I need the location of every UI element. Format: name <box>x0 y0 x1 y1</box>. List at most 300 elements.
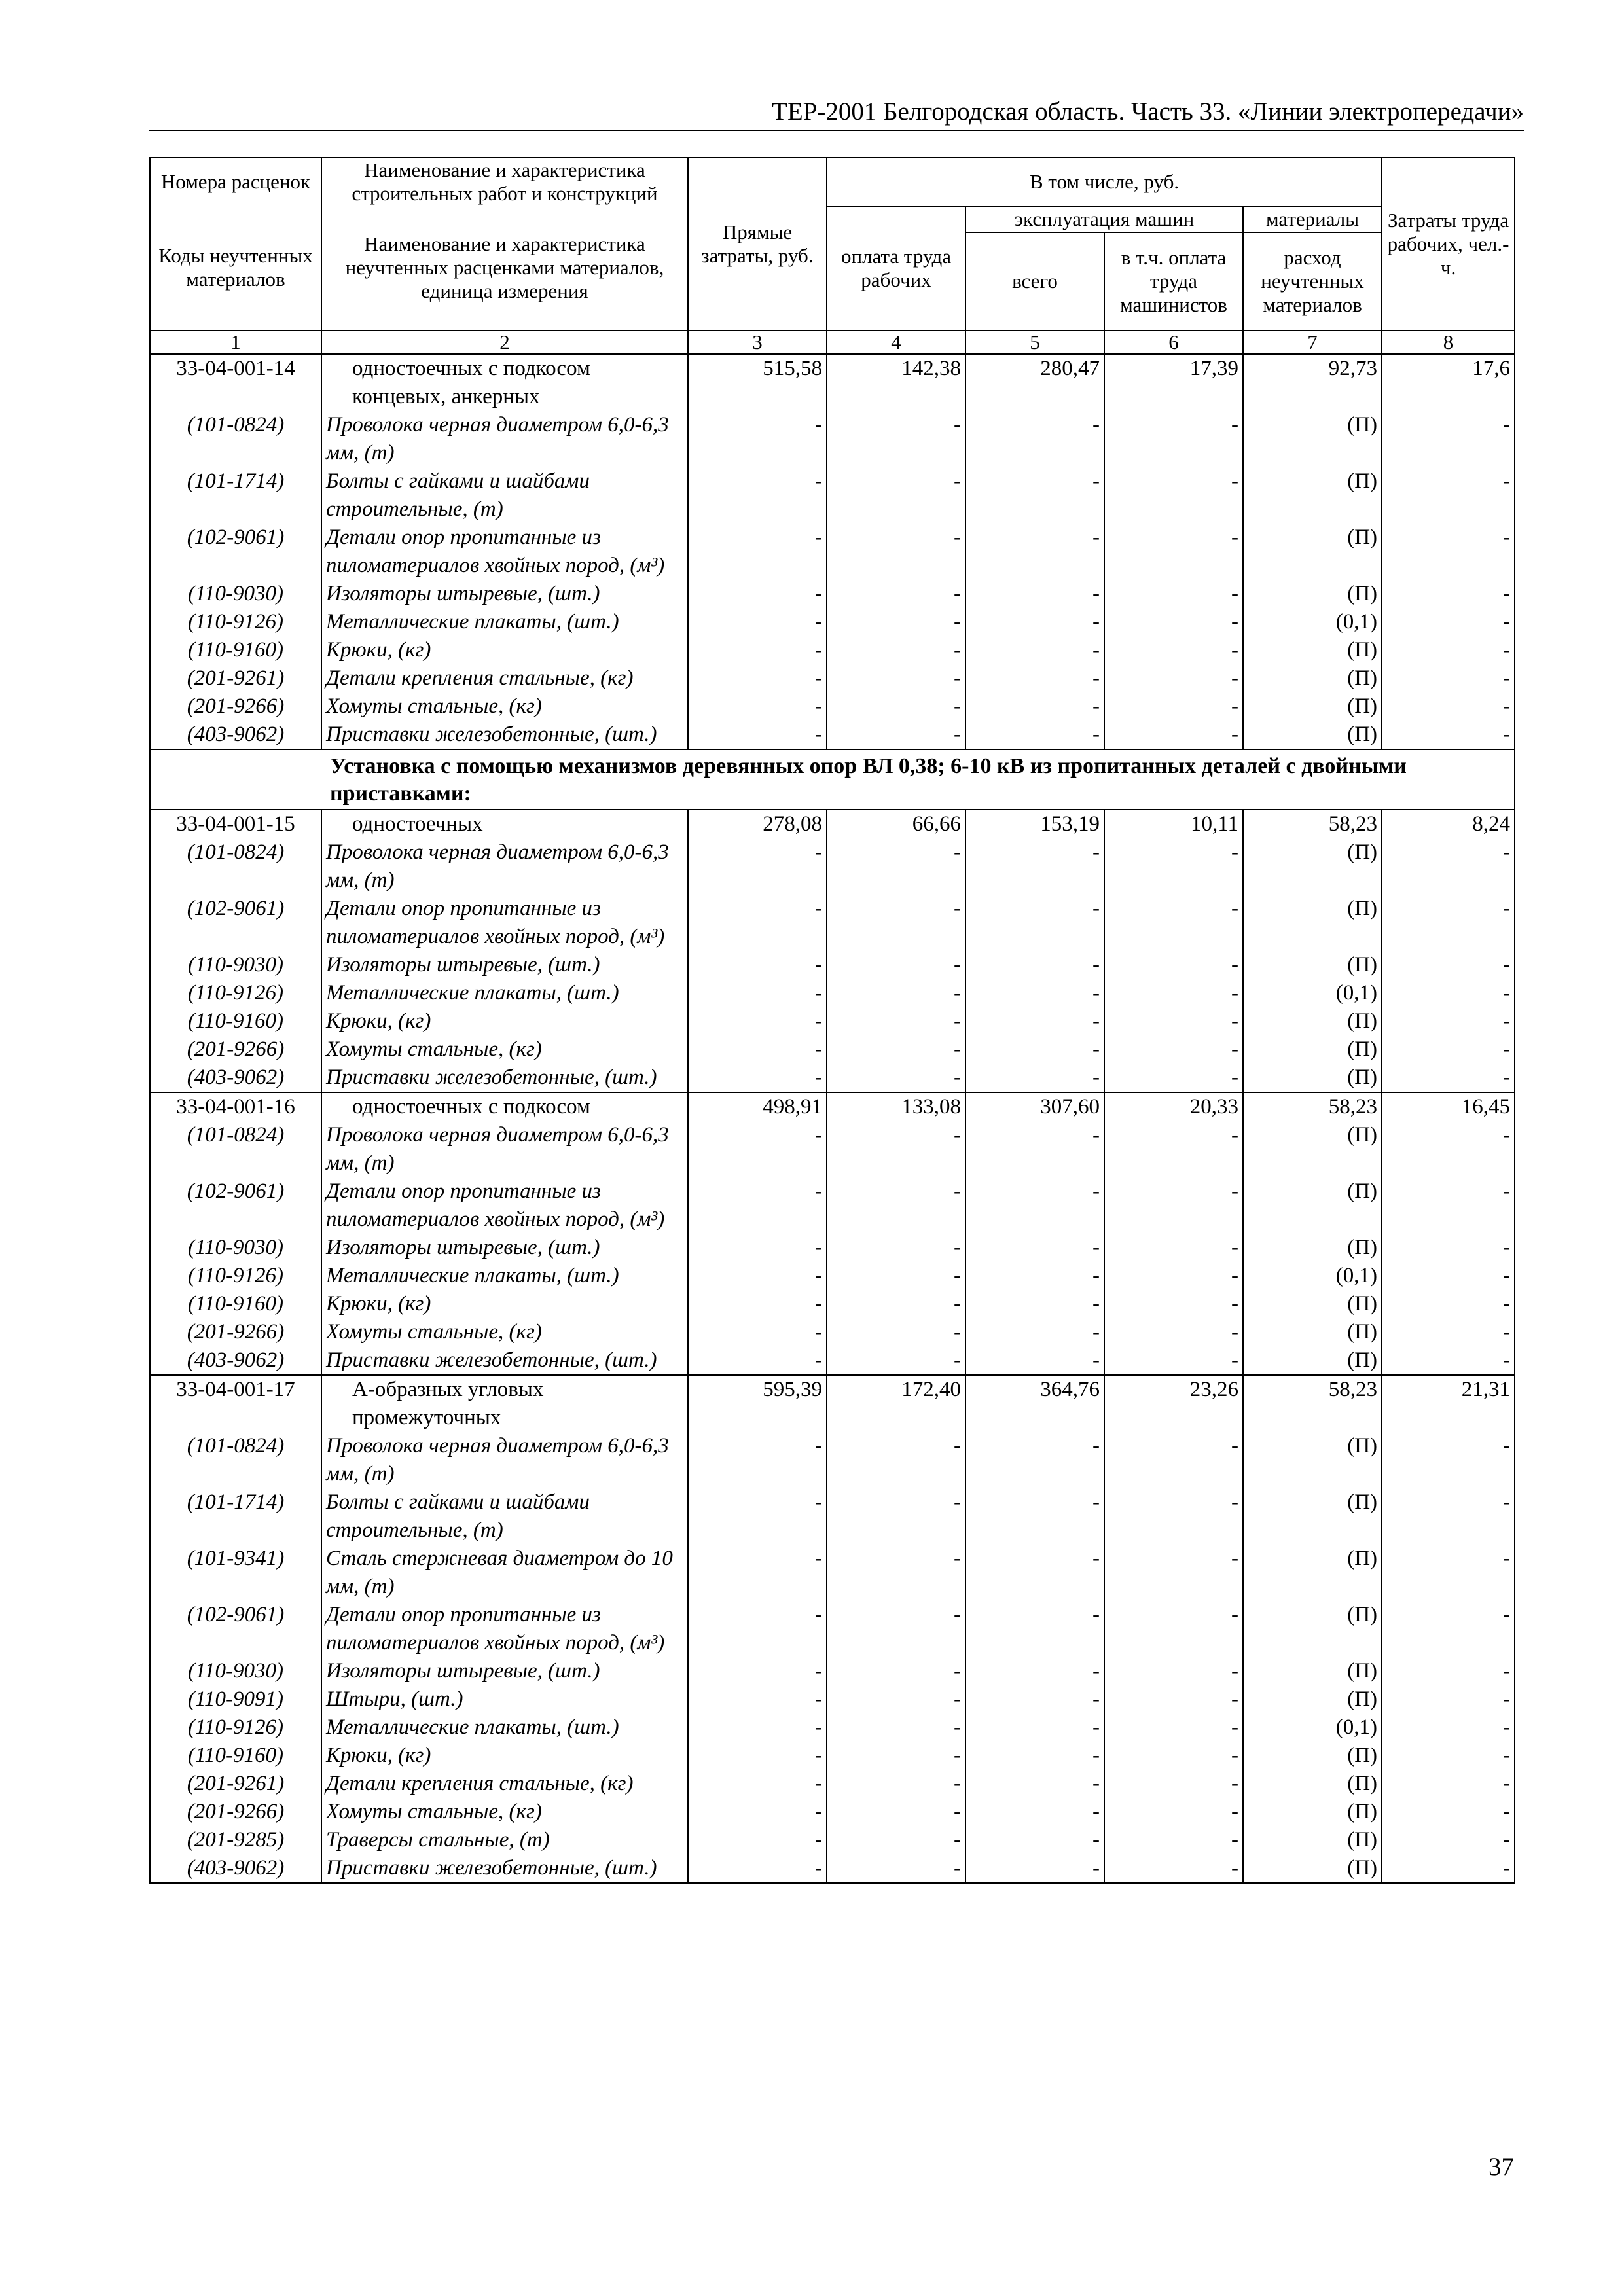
material-code: (403-9062) <box>150 721 321 749</box>
dash-cell: - <box>1382 636 1515 664</box>
dash-cell: - <box>1104 1007 1243 1035</box>
dash-cell: - <box>827 1798 965 1826</box>
dash-cell: - <box>1104 1290 1243 1318</box>
material-row <box>150 1177 1515 1234</box>
material-row <box>150 1742 1515 1770</box>
dash-cell: - <box>1104 692 1243 721</box>
dash-cell: - <box>965 895 1104 951</box>
material-name: Проволока черная диаметром 6,0-6,3 мм, (т) <box>321 1121 688 1177</box>
column-number: 5 <box>965 331 1104 354</box>
dash-cell: - <box>688 1432 827 1488</box>
materials-value: 58,23 <box>1243 1092 1382 1121</box>
dash-cell: - <box>1104 1713 1243 1742</box>
dash-cell: - <box>1382 951 1515 979</box>
material-row <box>150 1121 1515 1177</box>
dash-cell: - <box>688 1262 827 1290</box>
dash-cell: - <box>1382 1657 1515 1685</box>
dash-cell: - <box>1104 1826 1243 1854</box>
material-row <box>150 608 1515 636</box>
material-code: (201-9261) <box>150 1770 321 1798</box>
dash-cell: - <box>688 1318 827 1346</box>
dash-cell: - <box>688 1488 827 1545</box>
dash-cell: - <box>1382 721 1515 749</box>
dash-cell: - <box>688 979 827 1007</box>
header-unaccounted-materials: расход неучтенных материалов <box>1243 232 1382 331</box>
dash-cell: - <box>827 1826 965 1854</box>
material-quantity: (П) <box>1243 1177 1382 1234</box>
dash-cell: - <box>1382 1432 1515 1488</box>
dash-cell: - <box>827 1770 965 1798</box>
dash-cell: - <box>688 895 827 951</box>
labor-costs-value: 16,45 <box>1382 1092 1515 1121</box>
material-quantity: (П) <box>1243 1545 1382 1601</box>
page-header <box>149 96 1524 131</box>
dash-cell: - <box>1382 1798 1515 1826</box>
dash-cell: - <box>1382 1854 1515 1883</box>
material-name: Болты с гайками и шайбами строительные, (т) <box>321 1488 688 1545</box>
material-quantity: (0,1) <box>1243 608 1382 636</box>
material-code: (101-0824) <box>150 1432 321 1488</box>
dash-cell: - <box>827 1657 965 1685</box>
section-heading-row <box>150 749 1515 810</box>
material-row <box>150 1488 1515 1545</box>
material-code: (403-9062) <box>150 1064 321 1092</box>
material-row <box>150 838 1515 895</box>
document-title: ТЕР-2001 Белгородская область. Часть 33. «Линии электропередачи» <box>772 98 1524 126</box>
dash-cell: - <box>1104 951 1243 979</box>
dash-cell: - <box>688 524 827 580</box>
material-quantity: (П) <box>1243 838 1382 895</box>
dash-cell: - <box>1104 1035 1243 1064</box>
dash-cell: - <box>827 524 965 580</box>
material-code: (110-9160) <box>150 636 321 664</box>
dash-cell: - <box>688 1035 827 1064</box>
dash-cell: - <box>1382 608 1515 636</box>
dash-cell: - <box>965 1234 1104 1262</box>
dash-cell: - <box>688 1290 827 1318</box>
material-quantity: (П) <box>1243 1318 1382 1346</box>
dash-cell: - <box>1382 1290 1515 1318</box>
material-row <box>150 1798 1515 1826</box>
dash-cell: - <box>965 1007 1104 1035</box>
dash-cell: - <box>1104 895 1243 951</box>
material-code: (110-9126) <box>150 608 321 636</box>
material-code: (110-9126) <box>150 1262 321 1290</box>
material-code: (101-0824) <box>150 1121 321 1177</box>
material-code: (102-9061) <box>150 1601 321 1657</box>
dash-cell: - <box>965 1346 1104 1375</box>
dash-cell: - <box>965 1318 1104 1346</box>
dash-cell: - <box>965 1432 1104 1488</box>
dash-cell: - <box>965 1742 1104 1770</box>
column-number: 8 <box>1382 331 1515 354</box>
material-code: (110-9160) <box>150 1742 321 1770</box>
dash-cell: - <box>965 1290 1104 1318</box>
rate-row <box>150 810 1515 838</box>
material-quantity: (П) <box>1243 1346 1382 1375</box>
dash-cell: - <box>827 1601 965 1657</box>
dash-cell: - <box>1104 1346 1243 1375</box>
dash-cell: - <box>965 1854 1104 1883</box>
material-name: Траверсы стальные, (т) <box>321 1826 688 1854</box>
material-row <box>150 467 1515 524</box>
material-quantity: (П) <box>1243 580 1382 608</box>
material-row <box>150 1432 1515 1488</box>
material-code: (110-9126) <box>150 979 321 1007</box>
dash-cell: - <box>965 1657 1104 1685</box>
dash-cell: - <box>1382 1346 1515 1375</box>
labor-costs-value: 8,24 <box>1382 810 1515 838</box>
material-code: (101-0824) <box>150 838 321 895</box>
material-row <box>150 951 1515 979</box>
column-number: 6 <box>1104 331 1243 354</box>
rate-code: 33-04-001-17 <box>150 1375 321 1432</box>
material-quantity: (П) <box>1243 1035 1382 1064</box>
machinist-pay-value: 20,33 <box>1104 1092 1243 1121</box>
dash-cell: - <box>827 1007 965 1035</box>
material-quantity: (0,1) <box>1243 979 1382 1007</box>
header-direct-costs: Прямые затраты, руб. <box>688 158 827 331</box>
dash-cell: - <box>1104 838 1243 895</box>
worker-pay-value: 66,66 <box>827 810 965 838</box>
material-name: Сталь стержневая диаметром до 10 мм, (т) <box>321 1545 688 1601</box>
header-col2-bottom: Наименование и характеристика неучтенных расценками материалов, единица измерения <box>321 206 688 331</box>
material-name: Хомуты стальные, (кг) <box>321 1035 688 1064</box>
material-quantity: (П) <box>1243 664 1382 692</box>
column-numbers-row <box>150 331 1515 354</box>
dash-cell: - <box>688 1234 827 1262</box>
direct-costs-value: 595,39 <box>688 1375 827 1432</box>
dash-cell: - <box>827 1742 965 1770</box>
material-code: (110-9030) <box>150 580 321 608</box>
material-quantity: (П) <box>1243 467 1382 524</box>
dash-cell: - <box>965 1177 1104 1234</box>
labor-costs-value: 17,6 <box>1382 354 1515 411</box>
material-code: (101-1714) <box>150 467 321 524</box>
header-col2-top: Наименование и характеристика строительных работ и конструкций <box>321 158 688 206</box>
dash-cell: - <box>965 1770 1104 1798</box>
dash-cell: - <box>965 580 1104 608</box>
dash-cell: - <box>965 1826 1104 1854</box>
material-quantity: (П) <box>1243 1234 1382 1262</box>
dash-cell: - <box>1382 1064 1515 1092</box>
dash-cell: - <box>965 721 1104 749</box>
dash-cell: - <box>827 1713 965 1742</box>
material-name: Крюки, (кг) <box>321 636 688 664</box>
material-quantity: (П) <box>1243 1798 1382 1826</box>
dash-cell: - <box>1104 1177 1243 1234</box>
dash-cell: - <box>1382 692 1515 721</box>
dash-cell: - <box>1104 1545 1243 1601</box>
dash-cell: - <box>965 524 1104 580</box>
dash-cell: - <box>965 951 1104 979</box>
material-code: (110-9160) <box>150 1290 321 1318</box>
material-name: Приставки железобетонные, (шт.) <box>321 1346 688 1375</box>
price-table <box>149 157 1515 1884</box>
material-quantity: (П) <box>1243 1742 1382 1770</box>
material-quantity: (П) <box>1243 1290 1382 1318</box>
dash-cell: - <box>827 636 965 664</box>
machines-total-value: 153,19 <box>965 810 1104 838</box>
dash-cell: - <box>827 1290 965 1318</box>
dash-cell: - <box>688 1826 827 1854</box>
dash-cell: - <box>688 1770 827 1798</box>
section-heading: Установка с помощью механизмов деревянных опор ВЛ 0,38; 6-10 кВ из пропитанных деталей с двойными приставками: <box>150 749 1515 810</box>
material-row <box>150 1685 1515 1713</box>
material-quantity: (П) <box>1243 1601 1382 1657</box>
material-name: Хомуты стальные, (кг) <box>321 1798 688 1826</box>
material-code: (110-9126) <box>150 1713 321 1742</box>
material-quantity: (0,1) <box>1243 1262 1382 1290</box>
material-name: Металлические плакаты, (шт.) <box>321 1262 688 1290</box>
material-quantity: (П) <box>1243 1064 1382 1092</box>
dash-cell: - <box>827 411 965 467</box>
dash-cell: - <box>827 608 965 636</box>
dash-cell: - <box>1382 1262 1515 1290</box>
dash-cell: - <box>1104 1234 1243 1262</box>
dash-cell: - <box>1382 1685 1515 1713</box>
material-quantity: (П) <box>1243 1854 1382 1883</box>
dash-cell: - <box>965 1798 1104 1826</box>
dash-cell: - <box>1382 1488 1515 1545</box>
dash-cell: - <box>1104 1432 1243 1488</box>
dash-cell: - <box>827 1262 965 1290</box>
material-quantity: (0,1) <box>1243 1713 1382 1742</box>
column-number: 2 <box>321 331 688 354</box>
material-row <box>150 692 1515 721</box>
dash-cell: - <box>827 1234 965 1262</box>
dash-cell: - <box>688 1713 827 1742</box>
dash-cell: - <box>1104 721 1243 749</box>
dash-cell: - <box>1104 1488 1243 1545</box>
material-row <box>150 580 1515 608</box>
dash-cell: - <box>1382 1770 1515 1798</box>
dash-cell: - <box>827 1121 965 1177</box>
dash-cell: - <box>965 608 1104 636</box>
dash-cell: - <box>688 1121 827 1177</box>
material-quantity: (П) <box>1243 411 1382 467</box>
dash-cell: - <box>965 1035 1104 1064</box>
material-name: Хомуты стальные, (кг) <box>321 1318 688 1346</box>
rate-code: 33-04-001-15 <box>150 810 321 838</box>
material-row <box>150 1007 1515 1035</box>
material-quantity: (П) <box>1243 1657 1382 1685</box>
dash-cell: - <box>1382 895 1515 951</box>
header-worker-pay: оплата труда рабочих <box>827 206 965 331</box>
dash-cell: - <box>1382 580 1515 608</box>
dash-cell: - <box>688 664 827 692</box>
dash-cell: - <box>1104 1262 1243 1290</box>
dash-cell: - <box>965 1121 1104 1177</box>
dash-cell: - <box>827 1064 965 1092</box>
dash-cell: - <box>827 1035 965 1064</box>
dash-cell: - <box>1382 1035 1515 1064</box>
dash-cell: - <box>965 636 1104 664</box>
material-name: Проволока черная диаметром 6,0-6,3 мм, (т) <box>321 411 688 467</box>
material-row <box>150 636 1515 664</box>
material-name: Проволока черная диаметром 6,0-6,3 мм, (т) <box>321 1432 688 1488</box>
material-row <box>150 1064 1515 1092</box>
rate-name <box>321 354 688 411</box>
dash-cell: - <box>965 1713 1104 1742</box>
dash-cell: - <box>688 411 827 467</box>
material-code: (101-9341) <box>150 1545 321 1601</box>
material-name: Детали опор пропитанные из пиломатериалов хвойных пород, (м³) <box>321 1601 688 1657</box>
page-number: 37 <box>1489 2153 1514 2181</box>
dash-cell: - <box>688 721 827 749</box>
material-quantity: (П) <box>1243 636 1382 664</box>
material-code: (110-9030) <box>150 1234 321 1262</box>
table-body <box>150 354 1515 1883</box>
dash-cell: - <box>1104 1121 1243 1177</box>
material-quantity: (П) <box>1243 895 1382 951</box>
dash-cell: - <box>688 1657 827 1685</box>
dash-cell: - <box>688 580 827 608</box>
material-code: (201-9266) <box>150 1035 321 1064</box>
rate-name-text: одностоечных <box>352 812 483 836</box>
dash-cell: - <box>1104 1601 1243 1657</box>
dash-cell: - <box>1104 580 1243 608</box>
rate-row <box>150 1092 1515 1121</box>
header-including: В том числе, руб. <box>827 158 1382 206</box>
material-quantity: (П) <box>1243 1432 1382 1488</box>
header-machines-total: всего <box>965 232 1104 331</box>
dash-cell: - <box>965 1488 1104 1545</box>
dash-cell: - <box>965 1064 1104 1092</box>
dash-cell: - <box>1382 1826 1515 1854</box>
materials-value: 92,73 <box>1243 354 1382 411</box>
material-code: (403-9062) <box>150 1854 321 1883</box>
dash-cell: - <box>688 951 827 979</box>
material-quantity: (П) <box>1243 1770 1382 1798</box>
column-number: 3 <box>688 331 827 354</box>
material-name: Детали крепления стальные, (кг) <box>321 664 688 692</box>
dash-cell: - <box>1382 524 1515 580</box>
material-code: (201-9285) <box>150 1826 321 1854</box>
dash-cell: - <box>827 1685 965 1713</box>
material-code: (403-9062) <box>150 1346 321 1375</box>
material-row <box>150 1601 1515 1657</box>
material-name: Детали опор пропитанные из пиломатериалов хвойных пород, (м³) <box>321 895 688 951</box>
dash-cell: - <box>965 1262 1104 1290</box>
dash-cell: - <box>827 721 965 749</box>
dash-cell: - <box>827 1318 965 1346</box>
dash-cell: - <box>1382 1742 1515 1770</box>
material-code: (110-9091) <box>150 1685 321 1713</box>
dash-cell: - <box>1382 467 1515 524</box>
material-name: Детали опор пропитанные из пиломатериалов хвойных пород, (м³) <box>321 1177 688 1234</box>
material-name: Проволока черная диаметром 6,0-6,3 мм, (т) <box>321 838 688 895</box>
dash-cell: - <box>688 1742 827 1770</box>
dash-cell: - <box>1382 838 1515 895</box>
dash-cell: - <box>688 467 827 524</box>
material-name: Приставки железобетонные, (шт.) <box>321 1854 688 1883</box>
material-row <box>150 1713 1515 1742</box>
material-quantity: (П) <box>1243 1121 1382 1177</box>
material-code: (101-0824) <box>150 411 321 467</box>
dash-cell: - <box>688 838 827 895</box>
material-code: (201-9266) <box>150 1318 321 1346</box>
machinist-pay-value: 10,11 <box>1104 810 1243 838</box>
material-name: Изоляторы штыревые, (шт.) <box>321 951 688 979</box>
material-row <box>150 524 1515 580</box>
dash-cell: - <box>688 1601 827 1657</box>
column-number: 7 <box>1243 331 1382 354</box>
header-labor-costs: Затраты труда рабочих, чел.-ч. <box>1382 158 1515 331</box>
direct-costs-value: 515,58 <box>688 354 827 411</box>
direct-costs-value: 498,91 <box>688 1092 827 1121</box>
material-quantity: (П) <box>1243 1826 1382 1854</box>
dash-cell: - <box>1382 979 1515 1007</box>
material-row <box>150 979 1515 1007</box>
material-row <box>150 1657 1515 1685</box>
dash-cell: - <box>1382 411 1515 467</box>
machines-total-value: 364,76 <box>965 1375 1104 1432</box>
rate-name <box>321 1092 688 1121</box>
worker-pay-value: 133,08 <box>827 1092 965 1121</box>
machines-total-value: 307,60 <box>965 1092 1104 1121</box>
header-machines: эксплуатация машин <box>965 206 1243 232</box>
direct-costs-value: 278,08 <box>688 810 827 838</box>
rate-name-text: одностоечных с подкосом <box>352 1094 590 1119</box>
material-name: Изоляторы штыревые, (шт.) <box>321 1657 688 1685</box>
dash-cell: - <box>1382 1007 1515 1035</box>
worker-pay-value: 142,38 <box>827 354 965 411</box>
material-quantity: (П) <box>1243 524 1382 580</box>
dash-cell: - <box>1104 1318 1243 1346</box>
dash-cell: - <box>1382 1177 1515 1234</box>
material-code: (110-9030) <box>150 951 321 979</box>
dash-cell: - <box>827 1545 965 1601</box>
material-name: Приставки железобетонные, (шт.) <box>321 1064 688 1092</box>
header-materials: материалы <box>1243 206 1382 232</box>
dash-cell: - <box>827 467 965 524</box>
material-row <box>150 1290 1515 1318</box>
dash-cell: - <box>688 1545 827 1601</box>
dash-cell: - <box>1104 1742 1243 1770</box>
dash-cell: - <box>827 1854 965 1883</box>
rate-row <box>150 354 1515 411</box>
dash-cell: - <box>688 1177 827 1234</box>
dash-cell: - <box>1382 1234 1515 1262</box>
dash-cell: - <box>688 608 827 636</box>
material-name: Изоляторы штыревые, (шт.) <box>321 1234 688 1262</box>
material-row <box>150 721 1515 749</box>
material-name: Крюки, (кг) <box>321 1007 688 1035</box>
dash-cell: - <box>1104 636 1243 664</box>
dash-cell: - <box>688 636 827 664</box>
rate-row <box>150 1375 1515 1432</box>
material-name: Приставки железобетонные, (шт.) <box>321 721 688 749</box>
dash-cell: - <box>827 1432 965 1488</box>
dash-cell: - <box>1382 1545 1515 1601</box>
material-name: Болты с гайками и шайбами строительные, (т) <box>321 467 688 524</box>
dash-cell: - <box>827 692 965 721</box>
column-number: 4 <box>827 331 965 354</box>
dash-cell: - <box>1104 1657 1243 1685</box>
material-name: Крюки, (кг) <box>321 1742 688 1770</box>
dash-cell: - <box>965 692 1104 721</box>
dash-cell: - <box>1104 467 1243 524</box>
rate-name-text: одностоечных с подкосом концевых, анкерных <box>352 356 590 408</box>
material-code: (110-9160) <box>150 1007 321 1035</box>
material-code: (201-9261) <box>150 664 321 692</box>
dash-cell: - <box>827 1488 965 1545</box>
material-row <box>150 1262 1515 1290</box>
machinist-pay-value: 23,26 <box>1104 1375 1243 1432</box>
material-row <box>150 1854 1515 1883</box>
material-code: (110-9030) <box>150 1657 321 1685</box>
